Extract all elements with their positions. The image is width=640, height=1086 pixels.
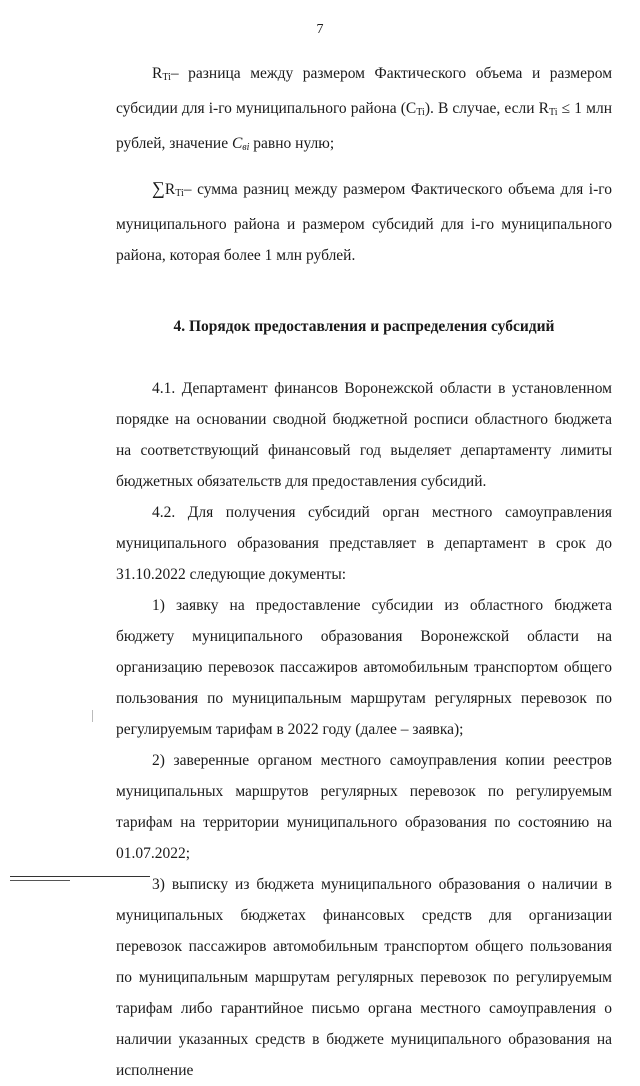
symbol-r: R [152,65,163,82]
symbol-c-sub: Ti [416,107,425,118]
definition-text: равно нулю; [249,135,335,152]
symbol-r-sub: Ti [548,107,558,118]
footer-rule [10,876,150,877]
section-heading: 4. Порядок предоставления и распределения субсидий [173,318,555,335]
symbol-c-var-sub: вi [242,142,250,153]
paragraph-4-1: 4.1. Департамент финансов Воронежской области в установленном порядке на основании сводной бюджетной росписи областного бюджета на соответствующий финансовый год выделяет департаменту лимиты бюджетных обязательств для предоставления субсидий. [116,380,612,490]
sum-symbol: ∑ [152,178,165,198]
document-body [116,58,612,1086]
paragraph-4-2: 4.2. Для получения субсидий орган местного самоуправления муниципального образования представляет в департамент в срок до 31.10.2022 следующие документы: [116,504,612,583]
definition-text: ≤ 1 млн рублей, значение [116,100,612,152]
symbol-c-var: С [231,135,243,152]
list-item-1: 1) заявку на предоставление субсидии из областного бюджета бюджету муниципального образования Воронежской области на организацию перевозок пассажиров автомобильным транспортом общего пользования по муниципальным маршрутам регулярных перевозок по регулируемым тарифам в 2022 году (далее – заявка); [116,597,612,738]
footer-rule-short [10,880,70,881]
list-item-3: 3) выписку из бюджета муниципального образования о наличии в муниципальных бюджетах финансовых средств для организации перевозок пассажиров автомобильным транспортом общего пользования по муниципальным маршрутам регулярных перевозок по регулируемым тарифам либо гарантийное письмо органа местного самоуправления о наличии указанных средств в бюджете муниципального образования на исполнение [116,876,612,1079]
symbol-r-sub: Ti [162,72,171,83]
definition-r-ti [116,58,612,163]
definition-sum-r-ti [116,173,612,271]
definition-text: ). В случае, если R [424,100,549,117]
margin-mark [92,710,93,722]
symbol-r: R [164,181,176,198]
definition-text: – сумма разниц между размером Фактического объема для i-го муниципального района и размером субсидий для i-го муниципального района, которая более 1 млн рублей. [116,181,612,264]
list-item-2: 2) заверенные органом местного самоуправления копии реестров муниципальных маршрутов регулярных перевозок по регулируемым тарифам на территории муниципального образования по состоянию на 01.07.2022; [116,752,612,862]
definition-text: – разница между размером Фактического объема и размером субсидии для i-го муниципального района (С [116,65,612,117]
symbol-r-sub: Ti [175,188,184,199]
page-number: 7 [316,22,324,37]
